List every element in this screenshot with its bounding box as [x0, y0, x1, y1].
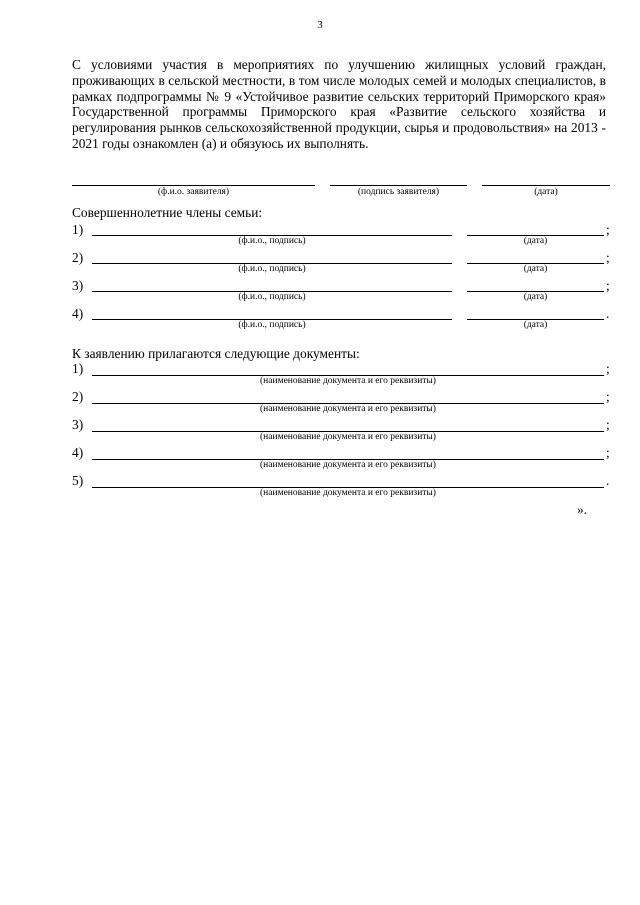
applicant-date-caption: (дата)	[534, 187, 558, 197]
family-name-caption: (ф.и.о., подпись)	[238, 264, 306, 274]
document-row-number: 1)	[72, 361, 84, 376]
page-number: 3	[317, 19, 323, 31]
intro-paragraph: С условиями участия в мероприятиях по улучшению жилищных условий граждан, проживающих в сельской местности, в том числе молодых семей и молодых специалистов, в рамках подпрограммы № 9 «Устойчивое развитие сельских территорий Приморского края» Государственной программы Приморского края «Развитие сельского хозяйства и регулирования рынков сельскохозяйственной продукции, сырья и продовольствия» на 2013 - 2021 годы ознакомлен (а) и обязуюсь их выполнять.	[72, 57, 606, 151]
family-row-number: 4)	[72, 306, 84, 321]
family-heading: Совершеннолетние члены семьи:	[72, 205, 263, 220]
applicant-signature-line[interactable]	[330, 185, 467, 186]
document-row-number: 5)	[72, 473, 84, 488]
family-name-caption: (ф.и.о., подпись)	[238, 292, 306, 302]
document-row-end: ;	[606, 389, 610, 404]
family-date-caption: (дата)	[523, 320, 548, 330]
document-caption: (наименование документа и его реквизиты)	[260, 488, 436, 498]
document-caption: (наименование документа и его реквизиты)	[260, 376, 436, 386]
document-row-end: .	[606, 473, 610, 488]
applicant-signature-caption: (подпись заявителя)	[357, 187, 440, 197]
documents-heading: К заявлению прилагаются следующие документы:	[72, 346, 360, 361]
document-row-number: 2)	[72, 389, 84, 404]
applicant-name-caption: (ф.и.о. заявителя)	[157, 187, 230, 197]
family-name-caption: (ф.и.о., подпись)	[238, 236, 306, 246]
family-date-caption: (дата)	[523, 292, 548, 302]
family-row-number: 2)	[72, 250, 84, 265]
document-caption: (наименование документа и его реквизиты)	[260, 404, 436, 414]
document-row-number: 3)	[72, 417, 84, 432]
family-name-caption: (ф.и.о., подпись)	[238, 320, 306, 330]
document-caption: (наименование документа и его реквизиты)	[260, 432, 436, 442]
family-row-end: ;	[606, 250, 610, 265]
document-row-number: 4)	[72, 445, 84, 460]
document-row-end: ;	[606, 361, 610, 376]
family-row-end: ;	[606, 278, 610, 293]
family-row-end: .	[606, 306, 610, 321]
family-row-number: 1)	[72, 222, 84, 237]
applicant-name-line[interactable]	[72, 185, 315, 186]
document-row-end: ;	[606, 417, 610, 432]
family-row-end: ;	[606, 222, 610, 237]
closing-mark: ».	[577, 502, 588, 517]
document-row-end: ;	[606, 445, 610, 460]
family-date-caption: (дата)	[523, 264, 548, 274]
family-row-number: 3)	[72, 278, 84, 293]
family-date-caption: (дата)	[523, 236, 548, 246]
applicant-date-line[interactable]	[482, 185, 610, 186]
document-caption: (наименование документа и его реквизиты)	[260, 460, 436, 470]
